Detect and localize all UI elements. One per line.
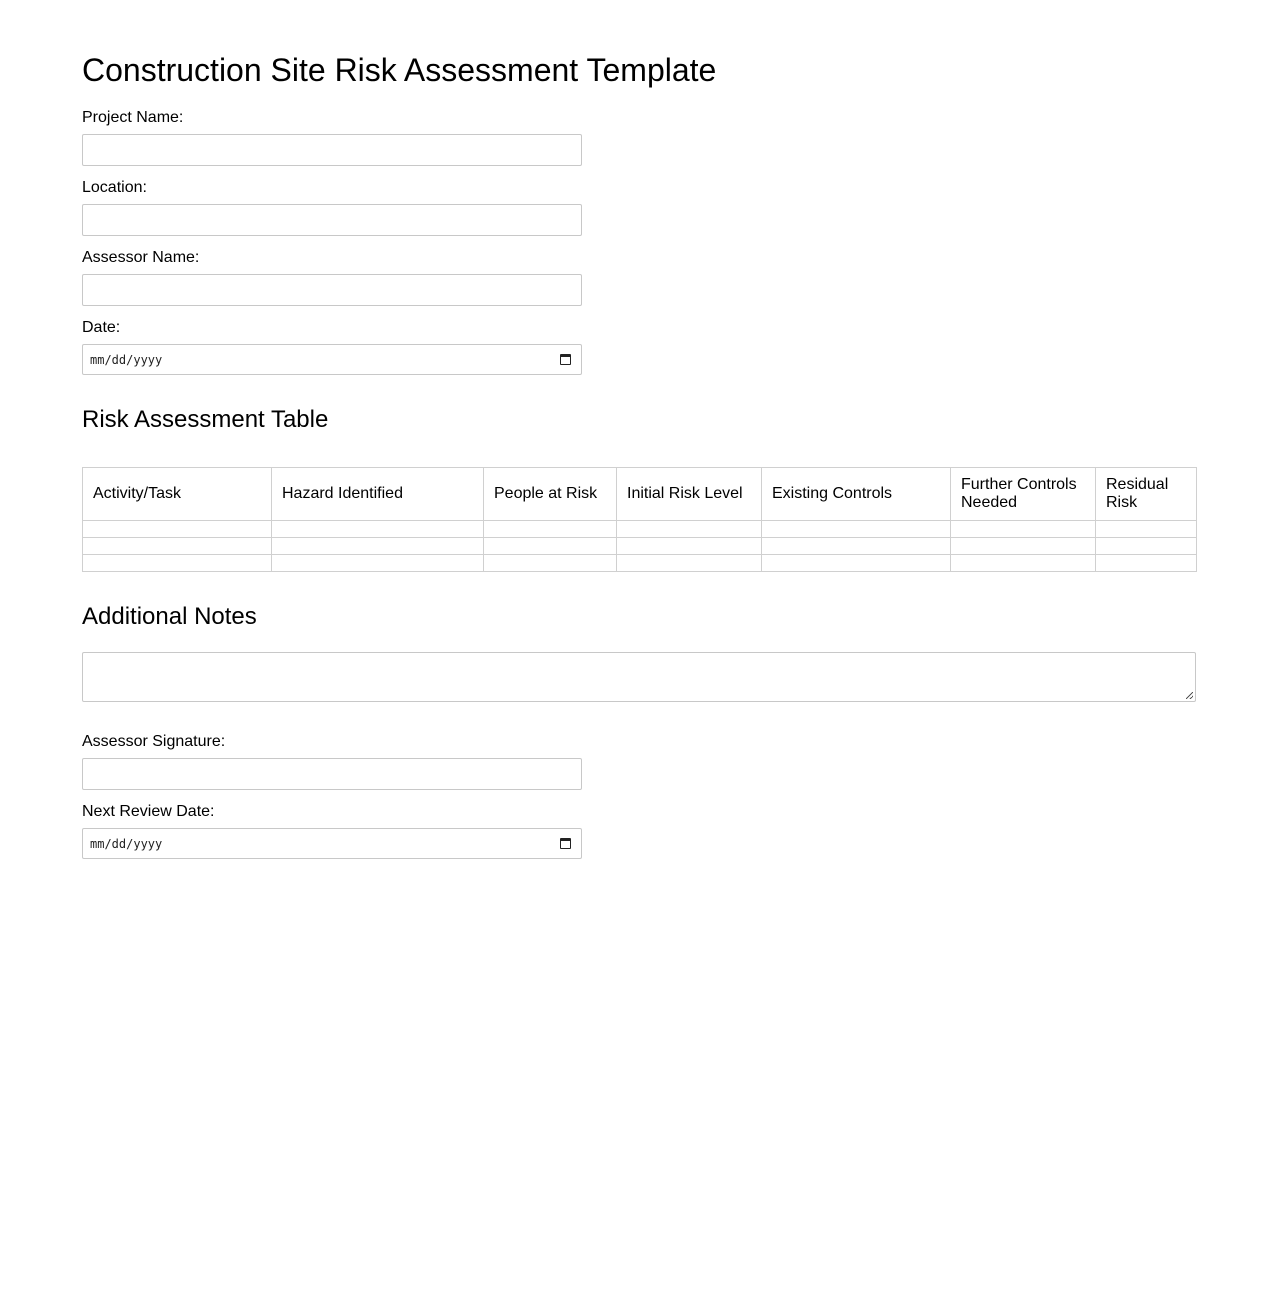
risk-assessment-table <box>82 467 1197 572</box>
date-input[interactable] <box>82 344 582 375</box>
resize-handle-icon[interactable] <box>1186 692 1193 699</box>
column-header-hazard: Hazard Identified <box>272 468 484 521</box>
risk-table-heading: Risk Assessment Table <box>82 406 329 433</box>
next-review-date-placeholder: mm/dd/yyyy <box>90 837 163 851</box>
date-label: Date: <box>82 319 121 336</box>
column-header-initial-risk: Initial Risk Level <box>617 468 762 521</box>
table-cell[interactable] <box>83 538 272 555</box>
table-cell[interactable] <box>1096 521 1197 538</box>
column-header-existing-controls: Existing Controls <box>762 468 951 521</box>
column-header-residual-risk: Residual Risk <box>1096 468 1197 521</box>
table-cell[interactable] <box>951 521 1096 538</box>
calendar-icon[interactable] <box>560 354 571 365</box>
table-cell[interactable] <box>1096 555 1197 572</box>
table-cell[interactable] <box>272 521 484 538</box>
table-cell[interactable] <box>83 521 272 538</box>
table-cell[interactable] <box>617 538 762 555</box>
location-input[interactable] <box>82 204 582 236</box>
location-label: Location: <box>82 179 147 196</box>
assessor-name-label: Assessor Name: <box>82 249 200 266</box>
table-cell[interactable] <box>762 538 951 555</box>
table-cell[interactable] <box>484 555 617 572</box>
table-cell[interactable] <box>484 521 617 538</box>
table-cell[interactable] <box>1096 538 1197 555</box>
table-header-row <box>83 468 1197 521</box>
additional-notes-heading: Additional Notes <box>82 603 257 630</box>
assessor-signature-label: Assessor Signature: <box>82 733 226 750</box>
table-cell[interactable] <box>762 555 951 572</box>
table-cell[interactable] <box>272 538 484 555</box>
project-name-input[interactable] <box>82 134 582 166</box>
table-cell[interactable] <box>484 538 617 555</box>
table-cell[interactable] <box>617 555 762 572</box>
table-cell[interactable] <box>83 555 272 572</box>
table-row <box>83 521 1197 538</box>
table-cell[interactable] <box>951 555 1096 572</box>
column-header-activity: Activity/Task <box>83 468 272 521</box>
date-placeholder: mm/dd/yyyy <box>90 353 163 367</box>
next-review-date-input[interactable] <box>82 828 582 859</box>
table-cell[interactable] <box>762 521 951 538</box>
project-name-label: Project Name: <box>82 109 184 126</box>
table-cell[interactable] <box>617 521 762 538</box>
next-review-date-label: Next Review Date: <box>82 803 215 820</box>
assessor-name-input[interactable] <box>82 274 582 306</box>
assessor-signature-input[interactable] <box>82 758 582 790</box>
column-header-people-at-risk: People at Risk <box>484 468 617 521</box>
table-row <box>83 555 1197 572</box>
column-header-further-controls: Further Controls Needed <box>951 468 1096 521</box>
calendar-icon[interactable] <box>560 838 571 849</box>
table-cell[interactable] <box>272 555 484 572</box>
additional-notes-textarea[interactable] <box>82 652 1196 702</box>
table-row <box>83 538 1197 555</box>
table-cell[interactable] <box>951 538 1096 555</box>
page-title: Construction Site Risk Assessment Template <box>82 52 717 88</box>
